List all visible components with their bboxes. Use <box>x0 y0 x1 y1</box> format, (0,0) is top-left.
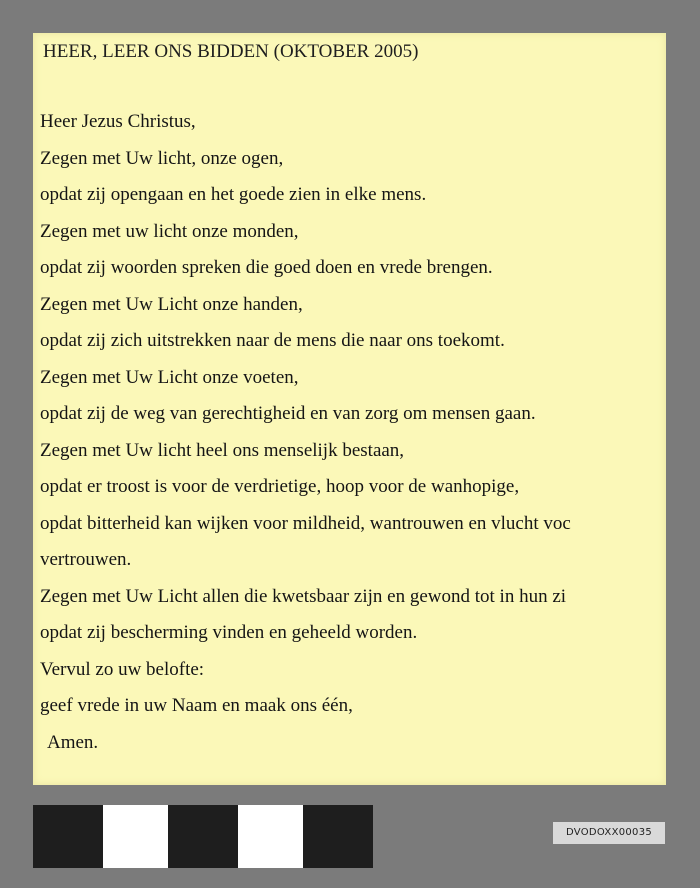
document-page <box>33 33 666 785</box>
document-title: HEER, LEER ONS BIDDEN (OKTOBER 2005) <box>43 41 419 62</box>
text-line: Zegen met Uw Licht onze handen, <box>40 293 303 315</box>
text-line: Zegen met Uw licht heel ons menselijk bestaan, <box>40 439 405 461</box>
text-line: geef vrede in uw Naam en maak ons één, <box>40 695 353 716</box>
text-line: Zegen met Uw Licht onze voeten, <box>40 366 299 388</box>
calibration-block-light <box>238 805 303 868</box>
text-line: opdat zij zich uitstrekken naar de mens die naar ons toekomt. <box>40 330 505 351</box>
text-line: opdat zij woorden spreken die goed doen en vrede brengen. <box>40 257 493 278</box>
text-line: opdat bitterheid kan wijken voor mildheid, wantrouwen en vlucht voc <box>40 512 571 534</box>
text-line: Amen. <box>47 731 99 753</box>
text-line: opdat er troost is voor de verdrietige, hoop voor de wanhopige, <box>40 476 520 497</box>
text-line: Zegen met Uw licht, onze ogen, <box>40 147 284 169</box>
prayer-text <box>40 111 666 768</box>
archive-id-label: DVODOXX00035 <box>553 822 665 844</box>
calibration-block-dark <box>303 805 373 868</box>
calibration-block-dark <box>168 805 238 868</box>
text-line: opdat zij opengaan en het goede zien in elke mens. <box>40 184 427 205</box>
calibration-block-dark <box>33 805 103 868</box>
text-line: vertrouwen. <box>40 549 132 570</box>
calibration-strip <box>33 805 373 868</box>
text-line: opdat zij bescherming vinden en geheeld worden. <box>40 622 418 643</box>
text-line: opdat zij de weg van gerechtigheid en van zorg om mensen gaan. <box>40 403 536 424</box>
text-line: Zegen met Uw Licht allen die kwetsbaar zijn en gewond tot in hun zi <box>40 585 567 607</box>
text-line: Zegen met uw licht onze monden, <box>40 220 299 242</box>
calibration-block-light <box>103 805 168 868</box>
text-line: Heer Jezus Christus, <box>40 111 196 132</box>
text-line: Vervul zo uw belofte: <box>40 658 205 680</box>
